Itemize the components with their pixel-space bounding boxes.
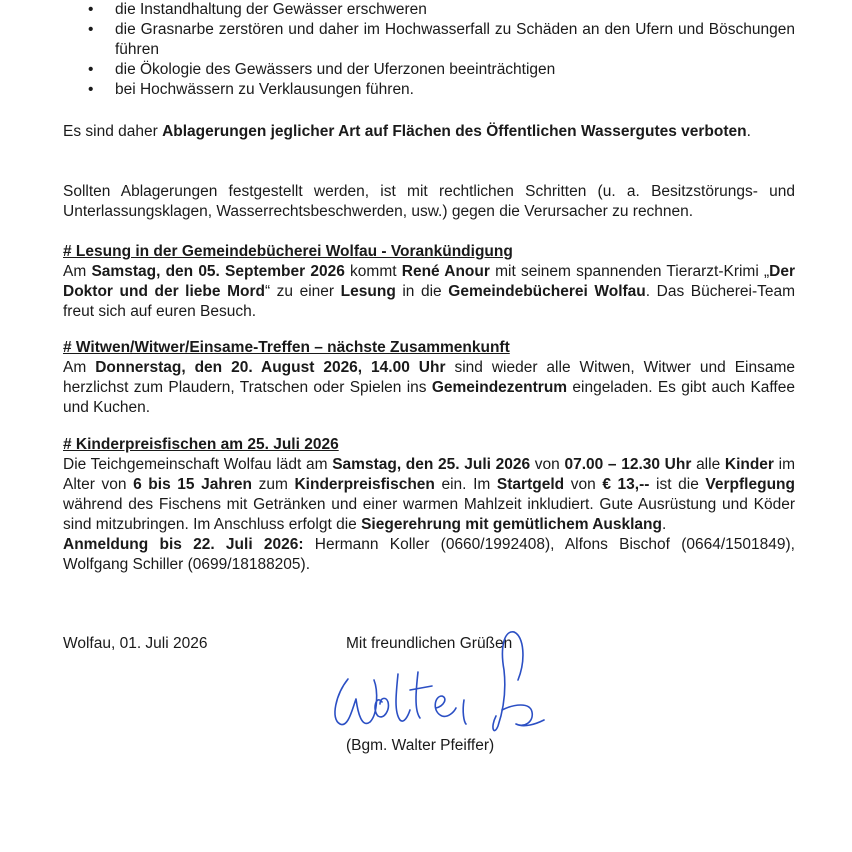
signatory-name: (Bgm. Walter Pfeiffer) [346, 737, 495, 754]
fishing-registration: Anmeldung bis 22. Juli 2026: Hermann Koller (0660/1992408), Alfons Bischof (0664/1501849), Wolfgang Schiller (0699/18188205). [63, 536, 795, 573]
bullet-list [63, 0, 795, 100]
closing-block [63, 634, 795, 764]
fishing-heading: # Kinderpreisfischen am 25. Juli 2026 [63, 436, 339, 453]
reading-text: Am Samstag, den 05. September 2026 kommt René Anour mit seinem spannenden Tierarzt-Krimi „Der Doktor und der liebe Mord“ zu einer Lesung in die Gemeindebücherei Wolfau. Das Bücherei-Team freut sich auf euren Besuch. [63, 263, 796, 320]
meeting-text: Am Donnerstag, den 20. August 2026, 14.00 Uhr sind wieder alle Witwen, Witwer und Einsame herzlichst zum Plaudern, Tratschen oder Spielen ins Gemeindezentrum eingeladen. Es gibt auch Kaffee und Kuchen. [63, 359, 795, 416]
reading-heading: # Lesung in der Gemeindebücherei Wolfau - Vorankündigung [63, 243, 513, 260]
fishing-text: Die Teichgemeinschaft Wolfau lädt am Samstag, den 25. Juli 2026 von 07.00 – 12.30 Uhr alle Kinder im Alter von 6 bis 15 Jahren zum Kinderpreisfischen ein. Im Startgeld von € 13,-- ist die Verpflegung während des Fischens mit Getränken und einer warmen Mahlzeit inkludiert. Gute Ausrüstung und Köder sind mitzubringen. Im Anschluss erfolgt die Siegerehrung mit gemütlichem Ausklang. [63, 456, 795, 533]
ban-text: Es sind daher [63, 123, 163, 140]
signature-image [318, 624, 548, 744]
legal-paragraph: Sollten Ablagerungen festgestellt werden, ist mit rechtlichen Schritten (u. a. Besitzstörungs- und Unterlassungsklagen, Wasserrechtsbeschwerden, usw.) gegen die Verursacher zu rechnen. [63, 183, 795, 220]
place-date: Wolfau, 01. Juli 2026 [63, 635, 208, 652]
ban-text-end: . [746, 123, 751, 140]
meeting-heading: # Witwen/Witwer/Einsame-Treffen – nächste Zusammenkunft [63, 339, 510, 356]
list-item: • die Ökologie des Gewässers und der Uferzonen beeinträchtigen [63, 60, 795, 80]
list-item: • die Grasnarbe zerstören und daher im Hochwasserfall zu Schäden an den Ufern und Böschungen führen [63, 20, 795, 60]
meeting-section [63, 338, 795, 418]
list-item: • die Instandhaltung der Gewässer erschweren [63, 0, 795, 20]
ban-paragraph [63, 122, 795, 142]
list-item: • bei Hochwässern zu Verklausungen führen. [63, 80, 795, 100]
reading-section [63, 242, 795, 322]
ban-bold: Ablagerungen jeglicher Art auf Flächen des Öffentlichen Wassergutes verboten [162, 123, 747, 140]
greeting: Mit freundlichen Grüßen [346, 635, 513, 652]
fishing-section [63, 435, 795, 575]
